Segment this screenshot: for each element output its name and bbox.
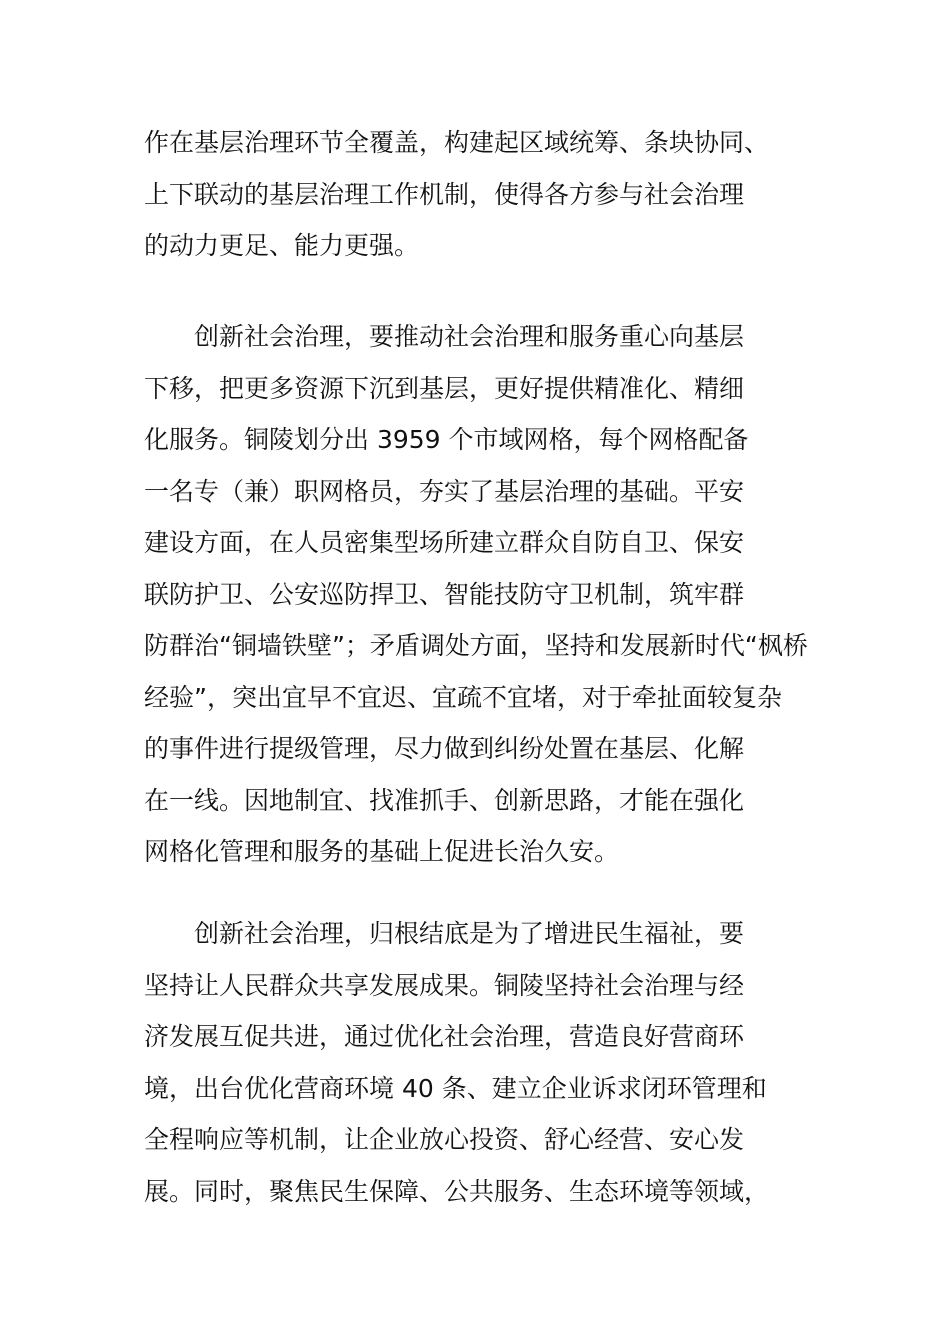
paragraph-line: 建设方面，在人员密集型场所建立群众自防自卫、保安 bbox=[144, 528, 745, 557]
paragraph-line: 经验”，突出宜早不宜迟、宜疏不宜堵，对于牵扯面较复杂 bbox=[144, 682, 782, 712]
paragraph-line: 坚持让人民群众共享发展成果。铜陵坚持社会治理与经 bbox=[144, 970, 745, 1000]
paragraph-line: 下移，把更多资源下沉到基层，更好提供精准化、精细 bbox=[144, 373, 745, 403]
paragraph-line: 一名专（兼）职网格员，夯实了基层治理的基础。平安 bbox=[144, 476, 745, 506]
paragraph-line: 在一线。因地制宜、找准抓手、创新思路，才能在强化 bbox=[144, 785, 745, 815]
paragraph-line: 全程响应等机制，让企业放心投资、舒心经营、安心发 bbox=[144, 1125, 745, 1154]
paragraph-line: 创新社会治理，归根结底是为了增进民生福祉，要 bbox=[144, 919, 745, 948]
paragraph-line: 化服务。铜陵划分出 3959 个市域网格，每个网格配备 bbox=[144, 425, 749, 454]
paragraph-line: 上下联动的基层治理工作机制，使得各方参与社会治理 bbox=[144, 179, 745, 209]
paragraph-3 bbox=[144, 908, 824, 1217]
paragraph-line: 的事件进行提级管理，尽力做到纠纷处置在基层、化解 bbox=[144, 734, 745, 763]
paragraph-line: 联防护卫、公安巡防捍卫、智能技防守卫机制，筑牢群 bbox=[144, 579, 745, 609]
paragraph-1 bbox=[144, 117, 824, 272]
paragraph-line: 的动力更足、能力更强。 bbox=[144, 231, 420, 260]
paragraph-line: 济发展互促共进，通过优化社会治理，营造良好营商环 bbox=[144, 1022, 745, 1051]
paragraph-line: 创新社会治理，要推动社会治理和服务重心向基层 bbox=[144, 322, 745, 351]
paragraph-line: 防群治“铜墙铁壁”；矛盾调处方面，坚持和发展新时代“枫桥 bbox=[144, 631, 808, 660]
paragraph-2 bbox=[144, 311, 824, 878]
paragraph-line: 网格化管理和服务的基础上促进长治久安。 bbox=[144, 837, 620, 866]
paragraph-line: 展。同时，聚焦民生保障、公共服务、生态环境等领域， bbox=[144, 1176, 770, 1206]
paragraph-line: 境，出台优化营商环境 40 条、建立企业诉求闭环管理和 bbox=[144, 1073, 767, 1103]
paragraph-line: 作在基层治理环节全覆盖，构建起区域统筹、条块协同、 bbox=[144, 128, 770, 157]
